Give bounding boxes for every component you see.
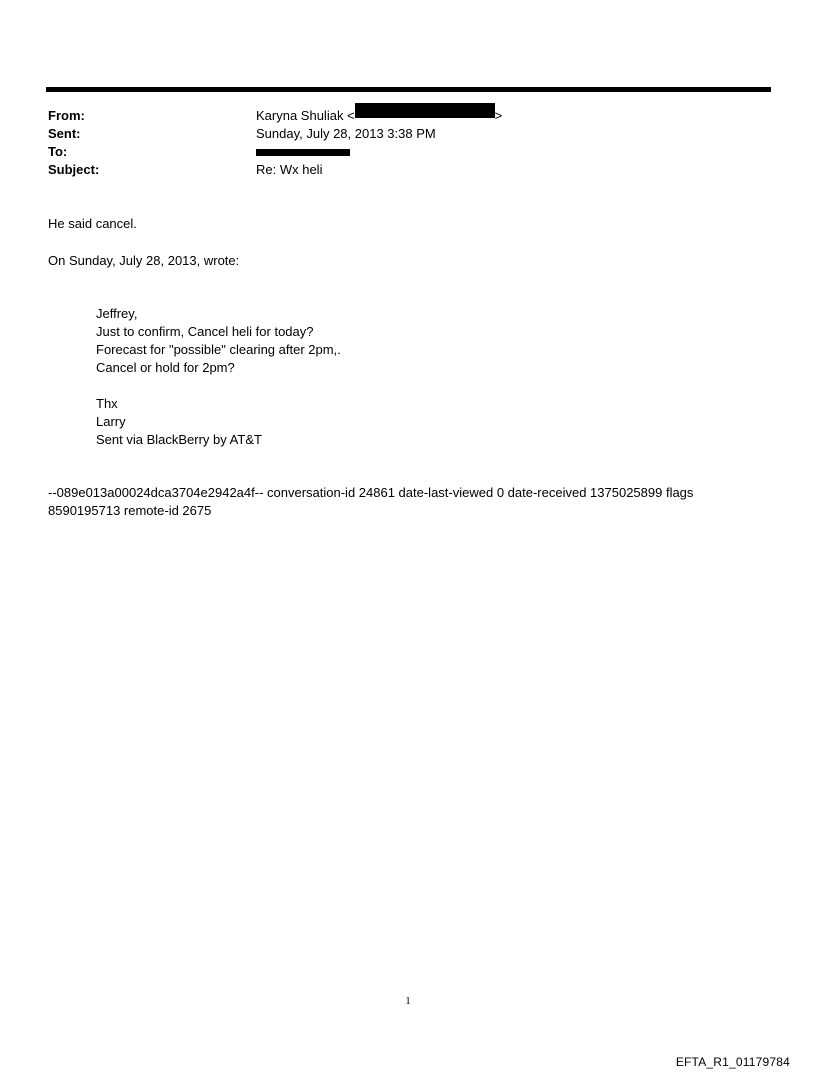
message-metadata: --089e013a00024dca3704e2942a4f-- conversation-id 24861 date-last-viewed 0 date-received 1375025899 flags 8590195713 remote-id 2675 <box>48 485 694 518</box>
quoted-line: Cancel or hold for 2pm? <box>96 360 235 375</box>
to-label: To: <box>48 144 68 159</box>
sent-row <box>48 125 748 143</box>
subject-value: Re: Wx heli <box>256 162 323 177</box>
quoted-line: Larry <box>96 414 126 429</box>
sent-value: Sunday, July 28, 2013 3:38 PM <box>256 126 436 141</box>
redaction-block <box>355 103 495 118</box>
subject-label: Subject: <box>48 162 100 177</box>
to-row <box>48 143 748 161</box>
quoted-line <box>96 377 341 395</box>
quoted-line: Thx <box>96 396 118 411</box>
document-id: EFTA_R1_01179784 <box>675 1055 790 1069</box>
attribution-line: On Sunday, July 28, 2013, wrote: <box>48 253 240 268</box>
from-name: Karyna Shuliak < <box>256 108 355 123</box>
subject-row <box>48 161 748 179</box>
quoted-message <box>96 305 341 449</box>
redaction-block <box>256 149 350 156</box>
from-suffix: > <box>494 108 503 123</box>
quoted-line: Forecast for "possible" clearing after 2pm,. <box>96 342 341 357</box>
from-label: From: <box>48 108 85 123</box>
header-divider <box>46 87 771 92</box>
reply-line: He said cancel. <box>48 216 137 231</box>
quoted-line: Sent via BlackBerry by AT&T <box>96 432 262 447</box>
from-row <box>48 107 748 125</box>
to-value <box>256 143 350 161</box>
sent-label: Sent: <box>48 126 81 141</box>
quoted-line: Jeffrey, <box>96 306 138 321</box>
from-value <box>256 107 502 125</box>
quoted-line: Just to confirm, Cancel heli for today? <box>96 324 314 339</box>
page-number: 1 <box>405 995 411 1007</box>
